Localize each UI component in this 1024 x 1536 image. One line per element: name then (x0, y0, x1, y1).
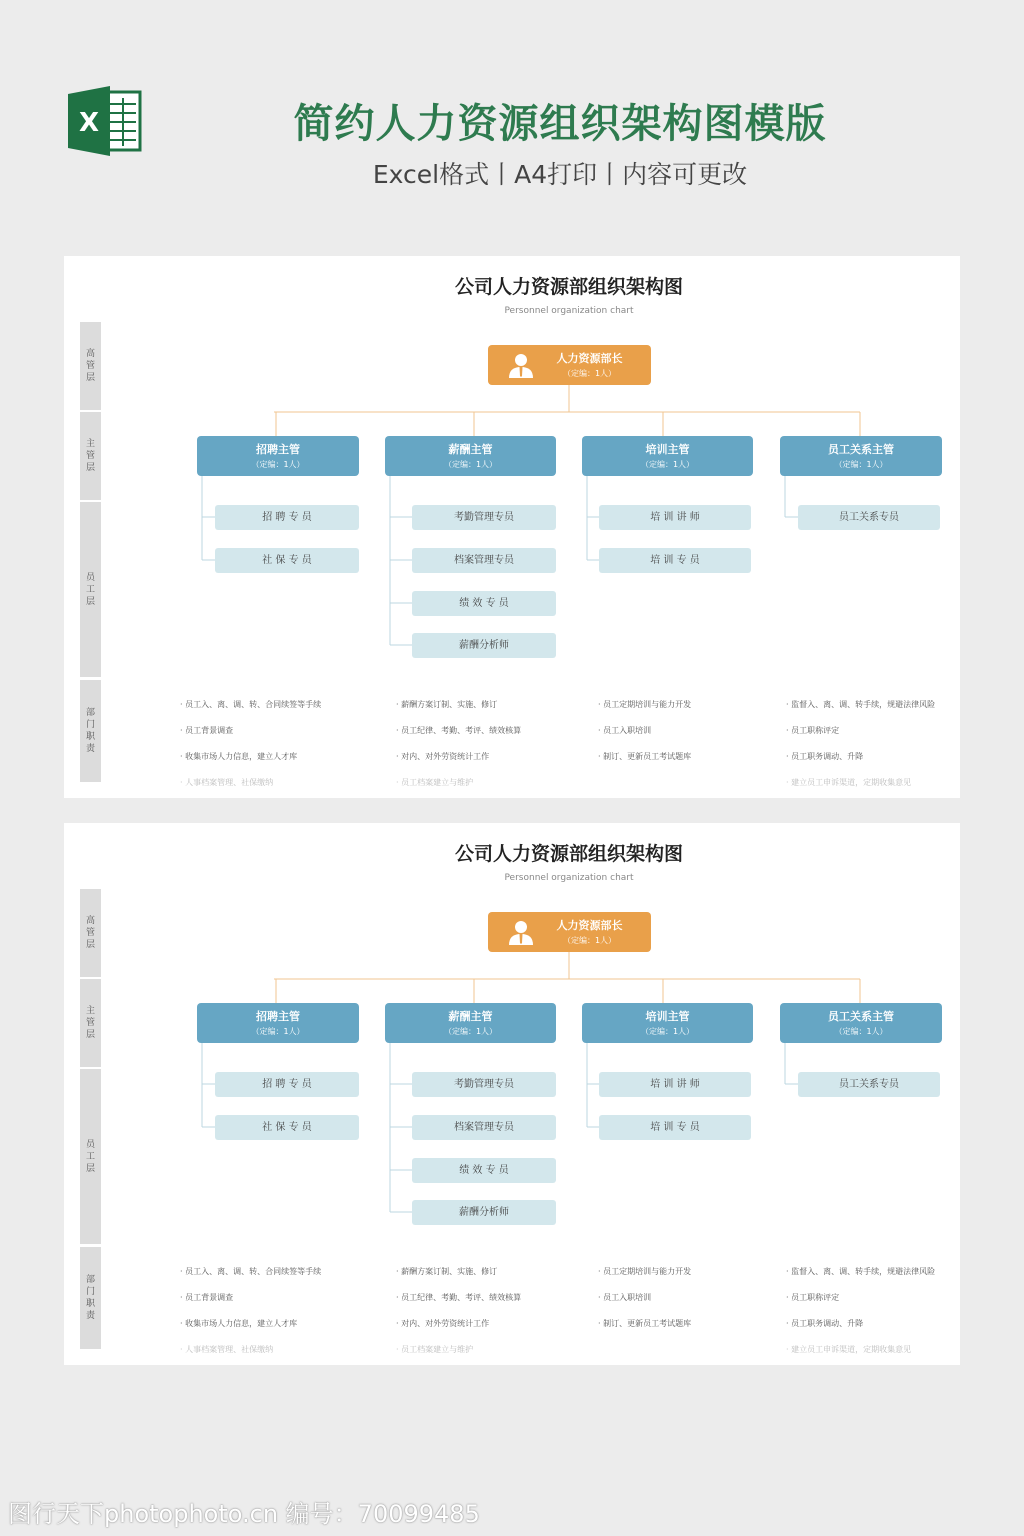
manager-quota: （定编：1人） (443, 460, 498, 469)
duty-item: · 监督入、离、调、转手续，规避法律风险 (786, 1267, 936, 1276)
staff-node[interactable]: 档案管理专员 (412, 548, 556, 573)
duty-item: · 建立员工申诉渠道，定期收集意见 (786, 778, 912, 787)
manager-title: 培训主管 (645, 443, 690, 456)
manager-quota: （定编：1人） (251, 460, 305, 469)
head-node[interactable] (488, 912, 651, 952)
chart-subtitle: Personnel organization chart (504, 873, 634, 883)
layer-label-text: 主管层 (85, 1006, 95, 1040)
manager-quota: （定编：1人） (443, 1027, 498, 1036)
staff-node[interactable]: 招 聘 专 员 (215, 1072, 359, 1097)
manager-node[interactable] (582, 436, 753, 476)
head-quota: （定编：1人） (562, 369, 617, 378)
manager-title: 薪酬主管 (448, 1010, 493, 1023)
staff-node[interactable]: 员工关系专员 (798, 1072, 940, 1097)
staff-node[interactable]: 绩 效 专 员 (412, 1158, 556, 1183)
head-quota: （定编：1人） (562, 936, 617, 945)
duty-item: · 员工职称评定 (786, 1293, 840, 1302)
manager-node[interactable] (582, 1003, 753, 1043)
manager-node[interactable] (780, 436, 942, 476)
manager-quota: （定编：1人） (834, 1027, 888, 1036)
layer-label-text: 高管层 (85, 349, 95, 383)
duty-item: · 员工入职培训 (598, 1293, 652, 1302)
duty-item: · 制订、更新员工考试题库 (598, 1319, 692, 1328)
duty-item: · 员工纪律、考勤、考评、绩效核算 (396, 726, 522, 735)
duty-item: · 薪酬方案订制、实施、修订 (396, 700, 498, 709)
manager-node[interactable] (780, 1003, 942, 1043)
duty-item: · 员工背景调查 (180, 1293, 234, 1302)
head-node[interactable] (488, 345, 651, 385)
duty-item: · 员工职务调动、升降 (786, 1319, 864, 1328)
manager-title: 薪酬主管 (448, 443, 493, 456)
staff-node[interactable]: 招 聘 专 员 (215, 505, 359, 530)
staff-node[interactable]: 绩 效 专 员 (412, 591, 556, 616)
chart-subtitle: Personnel organization chart (504, 306, 634, 316)
manager-title: 招聘主管 (256, 1010, 300, 1023)
staff-node[interactable]: 考勤管理专员 (412, 1072, 556, 1097)
layer-label-text: 部门职责 (85, 1275, 95, 1321)
watermark: 图行天下photophoto.cn 编号：70099485 (8, 1500, 480, 1528)
duty-item: · 员工档案建立与维护 (396, 778, 474, 787)
head-title: 人力资源部长 (556, 352, 623, 365)
layer-label-text: 员工层 (85, 572, 95, 607)
layer-label-text: 高管层 (85, 916, 95, 950)
manager-quota: （定编：1人） (640, 460, 695, 469)
manager-quota: （定编：1人） (834, 460, 888, 469)
duty-item: · 员工定期培训与能力开发 (598, 700, 692, 709)
manager-node[interactable] (197, 1003, 359, 1043)
layer-label-text: 主管层 (85, 439, 95, 473)
layer-label-text: 员工层 (85, 1139, 95, 1174)
staff-node[interactable]: 员工关系专员 (798, 505, 940, 530)
svg-text:X: X (78, 108, 100, 138)
org-chart-panel-2 (64, 823, 960, 1365)
manager-title: 员工关系主管 (828, 443, 894, 456)
duty-item: · 员工职务调动、升降 (786, 752, 864, 761)
duty-item: · 监督入、离、调、转手续，规避法律风险 (786, 700, 936, 709)
manager-quota: （定编：1人） (251, 1027, 305, 1036)
chart-title: 公司人力资源部组织架构图 (454, 843, 683, 865)
duty-item: · 员工档案建立与维护 (396, 1345, 474, 1354)
head-title: 人力资源部长 (556, 919, 623, 932)
excel-icon (66, 86, 144, 156)
page-title: 简约人力资源组织架构图模版 (293, 101, 827, 147)
staff-node[interactable]: 培 训 讲 师 (599, 1072, 751, 1097)
staff-node[interactable]: 社 保 专 员 (215, 1115, 359, 1140)
layer-label-text: 部门职责 (85, 708, 95, 754)
manager-node[interactable] (197, 436, 359, 476)
duty-item: · 对内、对外劳资统计工作 (396, 1319, 490, 1328)
staff-node[interactable]: 社 保 专 员 (215, 548, 359, 573)
duty-item: · 收集市场人力信息，建立人才库 (180, 752, 298, 761)
duty-item: · 对内、对外劳资统计工作 (396, 752, 490, 761)
duty-item: · 员工职称评定 (786, 726, 840, 735)
duty-item: · 员工定期培训与能力开发 (598, 1267, 692, 1276)
org-chart-panel-1 (64, 256, 960, 798)
duty-item: · 人事档案管理、社保缴纳 (180, 778, 274, 787)
staff-node[interactable]: 培 训 专 员 (599, 548, 751, 573)
chart-title: 公司人力资源部组织架构图 (454, 276, 683, 298)
duty-item: · 员工纪律、考勤、考评、绩效核算 (396, 1293, 522, 1302)
staff-node[interactable]: 培 训 专 员 (599, 1115, 751, 1140)
staff-node[interactable]: 培 训 讲 师 (599, 505, 751, 530)
duty-item: · 制订、更新员工考试题库 (598, 752, 692, 761)
duty-item: · 员工入职培训 (598, 726, 652, 735)
manager-title: 培训主管 (645, 1010, 690, 1023)
manager-quota: （定编：1人） (640, 1027, 695, 1036)
duty-item: · 员工入、离、调、转、合同续签等手续 (180, 1267, 322, 1276)
duty-item: · 薪酬方案订制、实施、修订 (396, 1267, 498, 1276)
staff-node[interactable]: 薪酬分析师 (412, 633, 556, 658)
duty-item: · 员工入、离、调、转、合同续签等手续 (180, 700, 322, 709)
staff-node[interactable]: 考勤管理专员 (412, 505, 556, 530)
duty-item: · 员工背景调查 (180, 726, 234, 735)
duty-item: · 收集市场人力信息，建立人才库 (180, 1319, 298, 1328)
manager-title: 员工关系主管 (828, 1010, 894, 1023)
duty-item: · 建立员工申诉渠道，定期收集意见 (786, 1345, 912, 1354)
manager-node[interactable] (385, 436, 556, 476)
staff-node[interactable]: 薪酬分析师 (412, 1200, 556, 1225)
duty-item: · 人事档案管理、社保缴纳 (180, 1345, 274, 1354)
manager-title: 招聘主管 (256, 443, 300, 456)
page-subtitle: Excel格式丨A4打印丨内容可更改 (372, 160, 748, 189)
manager-node[interactable] (385, 1003, 556, 1043)
staff-node[interactable]: 档案管理专员 (412, 1115, 556, 1140)
